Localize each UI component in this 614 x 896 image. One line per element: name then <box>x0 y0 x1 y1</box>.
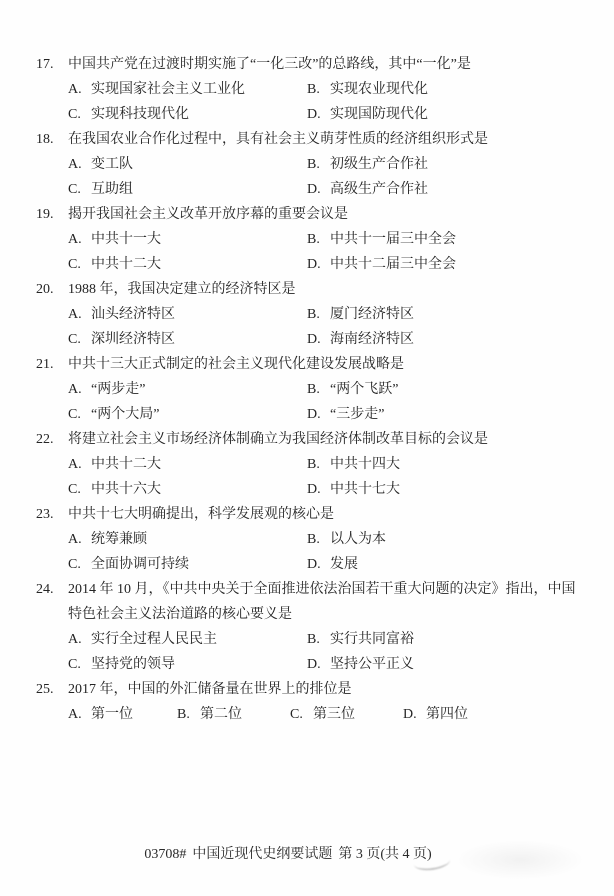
option-label: D. <box>307 257 321 272</box>
option-label: A. <box>68 457 82 472</box>
option-text: 实现国防现代化 <box>330 107 428 122</box>
option-c <box>290 702 403 727</box>
option-label: B. <box>307 632 320 647</box>
option-b <box>307 377 588 402</box>
question-stem: 1988 年，我国决定建立的经济特区是 <box>68 282 296 297</box>
option-label: C. <box>290 707 303 722</box>
option-b <box>307 152 588 177</box>
exam-title: 中国近现代史纲要试题 <box>192 847 333 862</box>
option-a <box>68 377 307 402</box>
option-text: 统筹兼顾 <box>91 532 147 547</box>
option-label: D. <box>307 332 321 347</box>
option-text: 第三位 <box>313 707 355 722</box>
option-label: C. <box>68 257 81 272</box>
option-text: 中共十一大 <box>91 232 161 247</box>
option-label: D. <box>307 657 321 672</box>
option-text: 中共十四大 <box>330 457 400 472</box>
option-label: A. <box>68 82 82 97</box>
option-text: 实现农业现代化 <box>330 82 428 97</box>
question-21 <box>36 352 588 427</box>
option-a <box>68 77 307 102</box>
option-text: 中共十一届三中全会 <box>330 232 456 247</box>
option-text: 发展 <box>330 557 358 572</box>
option-label: B. <box>307 457 320 472</box>
option-d <box>307 652 588 677</box>
option-label: C. <box>68 557 81 572</box>
option-d <box>307 552 588 577</box>
option-text: 中共十七大 <box>330 482 400 497</box>
option-b <box>177 702 290 727</box>
option-label: D. <box>307 407 321 422</box>
options-row <box>36 652 588 677</box>
option-text: 第四位 <box>426 707 468 722</box>
option-b <box>307 452 588 477</box>
question-20 <box>36 277 588 352</box>
option-d <box>307 177 588 202</box>
option-d <box>307 402 588 427</box>
option-text: 海南经济特区 <box>330 332 414 347</box>
question-number: 18. <box>36 132 54 147</box>
option-text: “两步走” <box>91 382 146 397</box>
option-text: 全面协调可持续 <box>91 557 189 572</box>
option-text: 初级生产合作社 <box>330 157 428 172</box>
question-stem: 中共十三大正式制定的社会主义现代化建设发展战略是 <box>68 357 404 372</box>
question-stem-continued: 特色社会主义法治道路的核心要义是 <box>68 607 292 622</box>
option-text: 中共十二大 <box>91 457 161 472</box>
question-number: 17. <box>36 57 54 72</box>
option-text: 互助组 <box>91 182 133 197</box>
options-row <box>36 152 588 177</box>
question-23 <box>36 502 588 577</box>
question-stem: 将建立社会主义市场经济体制确立为我国经济体制改革目标的会议是 <box>68 432 488 447</box>
option-text: 汕头经济特区 <box>91 307 175 322</box>
options-row <box>36 477 588 502</box>
option-label: A. <box>68 632 82 647</box>
option-d <box>403 702 588 727</box>
question-number: 24. <box>36 582 54 597</box>
option-label: A. <box>68 382 82 397</box>
option-label: C. <box>68 182 81 197</box>
options-row <box>36 177 588 202</box>
option-text: “三步走” <box>330 407 385 422</box>
question-17 <box>36 52 588 127</box>
options-row <box>36 327 588 352</box>
question-stem: 2017 年，中国的外汇储备量在世界上的排位是 <box>68 682 352 697</box>
option-label: C. <box>68 407 81 422</box>
options-row <box>36 377 588 402</box>
question-number: 25. <box>36 682 54 697</box>
question-number: 21. <box>36 357 54 372</box>
option-c <box>68 327 307 352</box>
options-row <box>36 302 588 327</box>
options-row <box>36 702 588 727</box>
question-25 <box>36 677 588 727</box>
option-b <box>307 627 588 652</box>
page-number: 第 3 页(共 4 页) <box>338 847 432 862</box>
question-stem: 在我国农业合作化过程中，具有社会主义萌芽性质的经济组织形式是 <box>68 132 488 147</box>
option-a <box>68 152 307 177</box>
option-text: 第二位 <box>200 707 242 722</box>
option-a <box>68 627 307 652</box>
option-d <box>307 327 588 352</box>
question-stem: 揭开我国社会主义改革开放序幕的重要会议是 <box>68 207 348 222</box>
option-text: 第一位 <box>91 707 133 722</box>
options-row <box>36 227 588 252</box>
question-number: 22. <box>36 432 54 447</box>
option-label: B. <box>307 382 320 397</box>
options-row <box>36 102 588 127</box>
option-label: C. <box>68 482 81 497</box>
option-text: 实行共同富裕 <box>330 632 414 647</box>
option-a <box>68 527 307 552</box>
option-a <box>68 302 307 327</box>
option-c <box>68 477 307 502</box>
option-text: 中共十二届三中全会 <box>330 257 456 272</box>
question-18 <box>36 127 588 202</box>
option-label: B. <box>307 232 320 247</box>
option-text: 实现科技现代化 <box>91 107 189 122</box>
option-label: B. <box>177 707 190 722</box>
option-b <box>307 227 588 252</box>
option-c <box>68 402 307 427</box>
option-label: A. <box>68 157 82 172</box>
option-label: D. <box>307 557 321 572</box>
option-text: “两个大局” <box>91 407 160 422</box>
option-c <box>68 552 307 577</box>
options-row <box>36 252 588 277</box>
option-text: 坚持党的领导 <box>91 657 175 672</box>
question-stem: 中国共产党在过渡时期实施了“一化三改”的总路线，其中“一化”是 <box>68 57 471 72</box>
option-label: A. <box>68 307 82 322</box>
option-text: 高级生产合作社 <box>330 182 428 197</box>
option-text: 深圳经济特区 <box>91 332 175 347</box>
option-a <box>68 452 307 477</box>
option-text: 坚持公平正义 <box>330 657 414 672</box>
option-c <box>68 652 307 677</box>
option-text: 实行全过程人民民主 <box>91 632 217 647</box>
course-code: 03708# <box>144 847 187 862</box>
option-a <box>68 702 177 727</box>
options-row <box>36 452 588 477</box>
option-label: B. <box>307 307 320 322</box>
question-19 <box>36 202 588 277</box>
option-label: A. <box>68 532 82 547</box>
option-label: A. <box>68 707 82 722</box>
option-label: C. <box>68 657 81 672</box>
options-row <box>36 402 588 427</box>
option-d <box>307 102 588 127</box>
option-text: 实现国家社会主义工业化 <box>91 82 245 97</box>
option-text: 变工队 <box>91 157 133 172</box>
option-c <box>68 102 307 127</box>
option-text: 中共十六大 <box>91 482 161 497</box>
option-text: 厦门经济特区 <box>330 307 414 322</box>
option-d <box>307 252 588 277</box>
question-stem: 中共十七大明确提出，科学发展观的核心是 <box>68 507 334 522</box>
scan-smudge <box>455 840 585 880</box>
question-list <box>36 52 588 727</box>
option-d <box>307 477 588 502</box>
option-text: 中共十二大 <box>91 257 161 272</box>
options-row <box>36 77 588 102</box>
option-c <box>68 252 307 277</box>
question-stem: 2014 年 10 月，《中共中央关于全面推进依法治国若干重大问题的决定》指出，中国 <box>68 582 576 597</box>
option-label: D. <box>307 107 321 122</box>
options-row <box>36 552 588 577</box>
option-b <box>307 302 588 327</box>
option-label: D. <box>307 182 321 197</box>
option-text: 以人为本 <box>330 532 386 547</box>
question-22 <box>36 427 588 502</box>
option-text: “两个飞跃” <box>330 382 399 397</box>
question-number: 20. <box>36 282 54 297</box>
option-b <box>307 527 588 552</box>
question-number: 23. <box>36 507 54 522</box>
options-row <box>36 627 588 652</box>
option-label: B. <box>307 82 320 97</box>
option-label: A. <box>68 232 82 247</box>
option-label: D. <box>403 707 417 722</box>
option-b <box>307 77 588 102</box>
option-label: C. <box>68 332 81 347</box>
options-row <box>36 527 588 552</box>
option-label: B. <box>307 157 320 172</box>
option-a <box>68 227 307 252</box>
option-c <box>68 177 307 202</box>
question-number: 19. <box>36 207 54 222</box>
option-label: B. <box>307 532 320 547</box>
question-24 <box>36 577 588 677</box>
option-label: C. <box>68 107 81 122</box>
option-label: D. <box>307 482 321 497</box>
